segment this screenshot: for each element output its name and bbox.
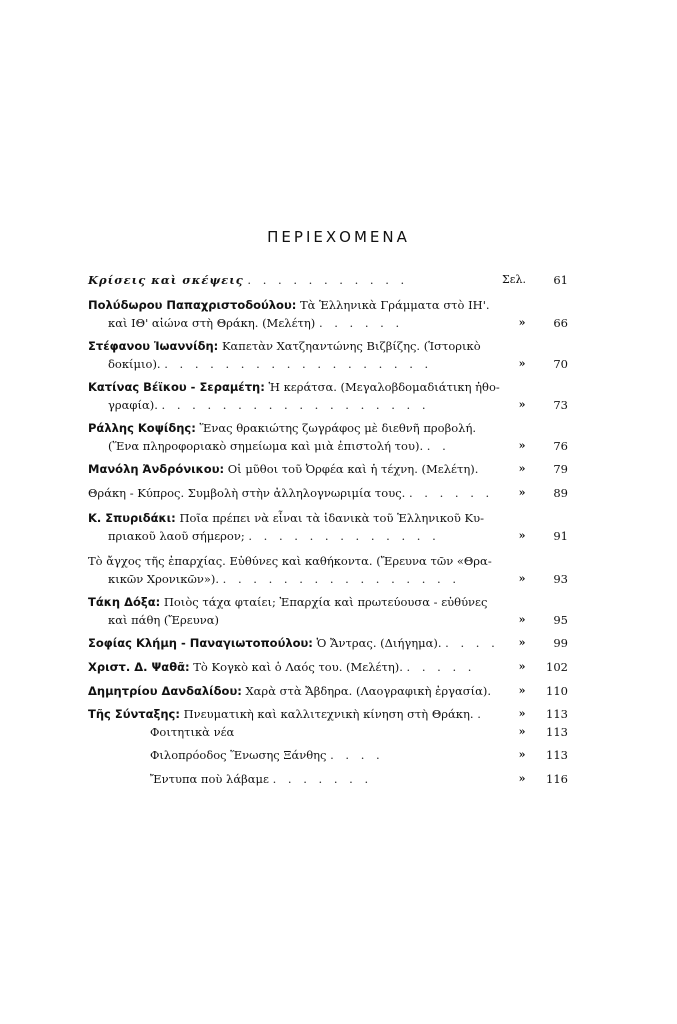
toc-entry-title: Τὸ ἄγχος τῆς ἐπαρχίας. Εὐθύνες καὶ καθήκοντα. (Ἔρευνα τῶν «Θρα- [88, 554, 492, 568]
toc-entry-title: Θράκη - Κύπρος. Συμβολὴ στὴν ἀλληλογνωριμία τους. . . . . . . [88, 486, 494, 500]
toc-entry-title: Χριστ. Δ. Ψαθᾶ: Τὸ Κογκὸ καὶ ὁ Λαός του. (Μελέτη). . . . . . [88, 660, 476, 674]
ditto-marker: » [518, 613, 526, 626]
toc-entry-title-cont: (Ἕνα πληροφοριακὸ σημείωμα καὶ μιὰ ἐπιστολή του). . . [108, 439, 450, 453]
ditto-marker: » [518, 486, 526, 499]
toc-entry-title: Στέφανου Ἰωαννίδη: Καπετὰν Χατζηαντώνης Βιζβίζης. (Ἱστορικὸ [88, 339, 481, 353]
page-number: 79 [553, 462, 568, 476]
page-number: 73 [553, 398, 568, 412]
ditto-marker: » [518, 636, 526, 649]
ditto-marker: » [518, 684, 526, 697]
page-number: 93 [553, 572, 568, 586]
toc-subentry: Φιλοπρόοδος Ἕνωσης Ξάνθης . . . . [150, 748, 384, 762]
page-number: 76 [553, 439, 568, 453]
ditto-marker: » [518, 660, 526, 673]
toc-entry-title: Σοφίας Κλήμη - Παναγιωτοπούλου: Ὁ Ἄντρας. (Διήγημα). . . . . [88, 636, 499, 650]
ditto-marker: » [518, 357, 526, 370]
toc-entry-title: Ράλλης Κοψίδης: Ἕνας θρακιώτης ζωγράφος μὲ διεθνῆ προβολή. [88, 421, 476, 435]
ditto-marker: » [518, 572, 526, 585]
toc-entry-title: Τῆς Σύνταξης: Πνευματικὴ καὶ καλλιτεχνικὴ κίνηση στὴ Θράκη. . [88, 707, 485, 721]
toc-entry-title: Μανόλη Ἀνδρόνικου: Οἱ μῦθοι τοῦ Ὀρφέα καὶ ἡ τέχνη. (Μελέτη). [88, 462, 479, 476]
page-number: 113 [546, 748, 568, 762]
page-label: Σελ. [502, 273, 526, 286]
ditto-marker: » [518, 725, 526, 738]
toc-subentry: Ἔντυπα ποὺ λάβαμε . . . . . . . [150, 772, 373, 786]
ditto-marker: » [518, 529, 526, 542]
ditto-marker: » [518, 748, 526, 761]
page-number: 91 [553, 529, 568, 543]
toc-entry-title-cont: γραφία). . . . . . . . . . . . . . . . . . . [108, 398, 430, 412]
toc-entry-title: Κατίνας Βέϊκου - Σεραμέτη: Ἡ κεράτσα. (Μεγαλοβδομαδιάτικη ἠθο- [88, 380, 500, 394]
page-number: 70 [553, 357, 568, 371]
page-number: 113 [546, 707, 568, 721]
page-number: 89 [553, 486, 568, 500]
page-number: 110 [546, 684, 568, 698]
toc-entry-title-cont: δοκίμιο). . . . . . . . . . . . . . . . . . . [108, 357, 433, 371]
toc-entry-title: Κρίσεις καὶ σκέψεις . . . . . . . . . . . [88, 273, 409, 287]
toc-entry-title-cont: κικῶν Χρονικῶν»). . . . . . . . . . . . . . . . . [108, 572, 460, 586]
toc-entry-title: Κ. Σπυριδάκι: Ποῖα πρέπει νὰ εἶναι τὰ ἰδανικὰ τοῦ Ἑλληνικοῦ Κυ- [88, 511, 484, 525]
page-number: 113 [546, 725, 568, 739]
ditto-marker: » [518, 772, 526, 785]
page-number: 102 [546, 660, 568, 674]
toc-subentry: Φοιτητικὰ νέα [150, 725, 235, 739]
ditto-marker: » [518, 707, 526, 720]
toc-entry-title-cont: καὶ πάθη (Ἔρευνα) [108, 613, 219, 627]
ditto-marker: » [518, 462, 526, 475]
toc-entry-title-cont: καὶ ΙΘ' αἰώνα στὴ Θράκη. (Μελέτη) . . . . . . [108, 316, 404, 330]
page-title: ΠΕΡΙΕΧΟΜΕΝΑ [267, 228, 410, 246]
toc-entry-title-cont: πριακοῦ λαοῦ σήμερον; . . . . . . . . . . . . . [108, 529, 440, 543]
page-number: 61 [553, 273, 568, 287]
ditto-marker: » [518, 398, 526, 411]
page-number: 95 [553, 613, 568, 627]
page-number: 99 [553, 636, 568, 650]
ditto-marker: » [518, 439, 526, 452]
page-number: 66 [553, 316, 568, 330]
toc-entry-title: Πολύδωρου Παπαχριστοδούλου: Τὰ Ἑλληνικὰ Γράμματα στὸ ΙΗ'. [88, 298, 490, 312]
toc-entry-title: Δημητρίου Δανδαλίδου: Χαρὰ στὰ Ἄβδηρα. (Λαογραφικὴ ἐργασία). [88, 684, 492, 698]
ditto-marker: » [518, 316, 526, 329]
page-number: 116 [546, 772, 568, 786]
toc-entry-title: Τάκη Δόξα: Ποιὸς τάχα φταίει; Ἐπαρχία καὶ πρωτεύουσα - εὐθύνες [88, 595, 488, 609]
